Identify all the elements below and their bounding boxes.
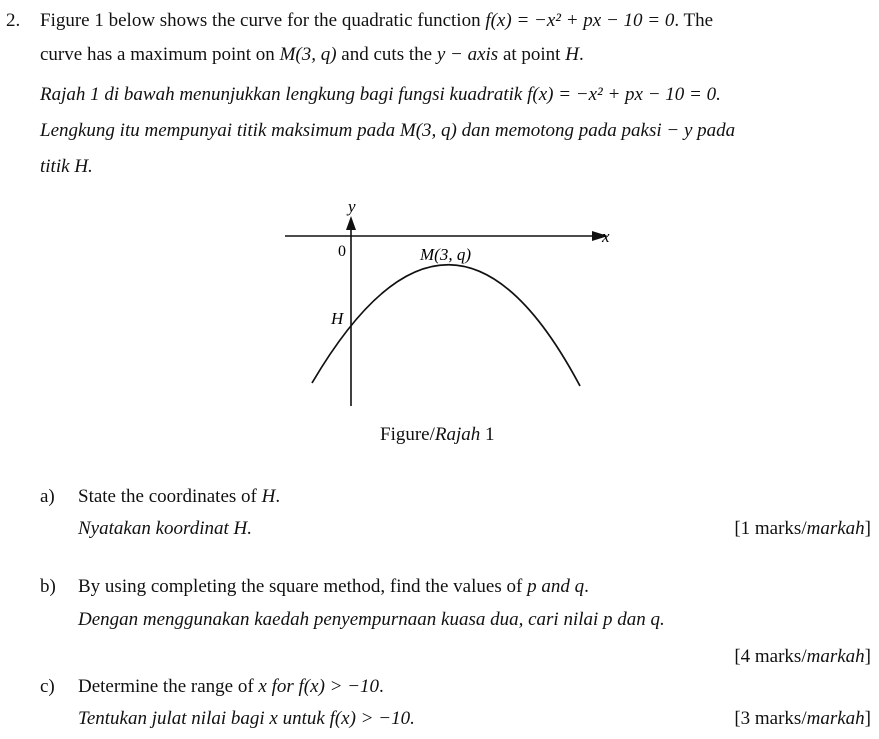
y-axis-arrow	[346, 216, 356, 230]
part-a-label: a)	[40, 486, 55, 507]
question-text-en-line1: Figure 1 below shows the curve for the quadratic function f(x) = −x² + px − 10 = 0. The	[40, 10, 714, 31]
question-number: 2.	[6, 10, 21, 31]
part-c-label: c)	[40, 676, 55, 697]
x-axis-label: x	[602, 227, 610, 246]
part-b-text-en: By using completing the square method, find the values of p and q.	[78, 576, 589, 597]
part-a-marks: [1 marks/markah]	[734, 518, 871, 539]
part-c-text-en: Determine the range of x for f(x) > −10.	[78, 676, 384, 697]
part-b-label: b)	[40, 576, 56, 597]
part-b-text-ms: Dengan menggunakan kaedah penyempurnaan kuasa dua, cari nilai p dan q.	[78, 609, 665, 630]
question-text-ms-line1: Rajah 1 di bawah menunjukkan lengkung bagi fungsi kuadratik f(x) = −x² + px − 10 = 0.	[40, 84, 721, 105]
question-text-en-line2: curve has a maximum point on M(3, q) and cuts the y − axis at point H.	[40, 44, 584, 65]
parabola-curve	[312, 265, 580, 386]
part-b-marks: [4 marks/markah]	[734, 646, 871, 667]
part-a-text-ms: Nyatakan koordinat H.	[78, 518, 252, 539]
question-text-ms-line3: titik H.	[40, 156, 93, 177]
y-axis-label: y	[348, 197, 356, 216]
figure-caption: Figure/Rajah 1	[380, 424, 495, 445]
part-c-marks: [3 marks/markah]	[734, 708, 871, 729]
question-text-ms-line2: Lengkung itu mempunyai titik maksimum pada M(3, q) dan memotong pada paksi − y pada	[40, 120, 736, 141]
origin-label: 0	[338, 243, 346, 260]
part-c-text-ms: Tentukan julat nilai bagi x untuk f(x) > −10.	[78, 708, 415, 729]
max-point-label: M(3, q)	[420, 245, 471, 264]
intercept-label: H	[331, 309, 344, 328]
figure-graph	[240, 180, 640, 420]
part-a-text-en: State the coordinates of H.	[78, 486, 281, 507]
